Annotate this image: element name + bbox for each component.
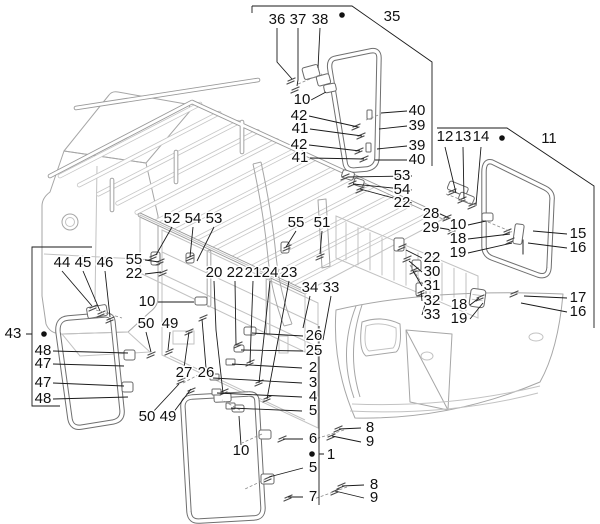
callout-5-70: 5: [308, 402, 318, 419]
callout-23-45: 23: [280, 264, 298, 281]
callout-49-62: 49: [159, 408, 177, 425]
window-frame-top: [323, 51, 379, 170]
rear-bumper-strips: [350, 386, 540, 412]
callout-22-19: 22: [393, 194, 411, 211]
callout-28-20: 28: [422, 205, 440, 222]
callout-42-10: 42: [290, 136, 308, 153]
callout-25-66: 25: [305, 342, 323, 359]
callout-24-44: 24: [261, 264, 279, 281]
rear-side-flap: [406, 330, 452, 410]
callout-16-33: 16: [569, 303, 587, 320]
callout-41-9: 41: [291, 120, 309, 137]
callout-4-69: 4: [308, 388, 318, 405]
callout-9-78: 9: [369, 489, 379, 506]
callout-26-65: 26: [305, 327, 323, 344]
callout-5-73: 5: [308, 459, 318, 476]
assembly-dot-2: [41, 331, 47, 337]
callout-47-58: 47: [34, 355, 52, 372]
callout-10-53: 10: [138, 293, 156, 310]
callout-48-57: 48: [34, 342, 52, 359]
latch-striker: [195, 297, 207, 305]
callout-45-49: 45: [74, 254, 92, 271]
callout-48-60: 48: [34, 390, 52, 407]
callout-7-74: 7: [308, 488, 318, 505]
callout-27-63: 27: [175, 364, 193, 381]
callout-26-64: 26: [197, 364, 215, 381]
latch-handle: [482, 213, 493, 221]
callout-54-37: 54: [184, 210, 202, 227]
callout-10-22: 10: [449, 216, 467, 233]
callout-33-31: 33: [423, 306, 441, 323]
callout-13-14: 13: [454, 128, 472, 145]
callout-40-7: 40: [408, 151, 426, 168]
hinge: [122, 382, 133, 392]
callout-43-56: 43: [4, 325, 22, 342]
callout-35-3: 35: [383, 8, 401, 25]
rear-window-cutout: [361, 319, 401, 356]
assembly-dot-3: [309, 451, 315, 457]
callout-33-47: 33: [322, 279, 340, 296]
callout-15-25: 15: [569, 225, 587, 242]
callout-22-42: 22: [226, 264, 244, 281]
window-frame-right: [482, 162, 552, 276]
assembly-dot-1: [499, 135, 505, 141]
callout-39-6: 39: [408, 137, 426, 154]
callout-2-67: 2: [308, 359, 318, 376]
callout-54-18: 54: [393, 181, 411, 198]
callout-8-77: 8: [369, 476, 379, 493]
callout-47-59: 47: [34, 374, 52, 391]
callout-22-27: 22: [423, 249, 441, 266]
callout-50-61: 50: [138, 408, 156, 425]
callout-8-75: 8: [365, 419, 375, 436]
callout-49-55: 49: [161, 315, 179, 332]
callout-9-76: 9: [365, 433, 375, 450]
callout-6-71: 6: [308, 430, 318, 447]
fuel-cap: [62, 214, 78, 230]
assembly-dot-0: [339, 12, 345, 18]
callout-32-30: 32: [423, 292, 441, 309]
callout-1-72: 1: [326, 446, 336, 463]
callout-10-12: 10: [293, 91, 311, 108]
callout-22-52: 22: [125, 265, 143, 282]
callout-37-1: 37: [289, 11, 307, 28]
callout-38-2: 38: [311, 11, 329, 28]
callout-44-48: 44: [53, 254, 71, 271]
callout-12-13: 12: [436, 128, 454, 145]
callout-3-68: 3: [308, 374, 318, 391]
callout-46-50: 46: [96, 254, 114, 271]
callout-34-46: 34: [301, 279, 319, 296]
callout-40-4: 40: [408, 102, 426, 119]
callout-29-21: 29: [422, 219, 440, 236]
door-frame-bottom: [183, 393, 274, 522]
hinge: [124, 350, 135, 360]
callout-20-41: 20: [205, 264, 223, 281]
callout-16-26: 16: [569, 239, 587, 256]
bed-rails: [50, 80, 445, 333]
callout-11-16: 11: [541, 130, 557, 147]
callout-39-5: 39: [408, 117, 426, 134]
cab-roof: [64, 92, 190, 163]
callout-10-79: 10: [232, 442, 250, 459]
callout-14-15: 14: [472, 128, 490, 145]
callout-55-51: 55: [125, 251, 143, 268]
callout-18-34: 18: [450, 296, 468, 313]
callout-31-29: 31: [423, 277, 441, 294]
callout-19-35: 19: [450, 310, 468, 327]
callout-53-17: 53: [393, 167, 411, 184]
callout-53-38: 53: [205, 210, 223, 227]
callout-50-54: 50: [137, 315, 155, 332]
callout-17-32: 17: [569, 289, 587, 306]
callout-51-40: 51: [313, 214, 331, 231]
callout-41-11: 41: [291, 149, 309, 166]
callout-30-28: 30: [423, 263, 441, 280]
callout-55-39: 55: [287, 214, 305, 231]
callout-21-43: 21: [244, 264, 262, 281]
callout-42-8: 42: [290, 107, 308, 124]
callout-19-24: 19: [449, 244, 467, 261]
callout-18-23: 18: [449, 230, 467, 247]
callout-36-0: 36: [268, 11, 286, 28]
callout-52-36: 52: [163, 210, 181, 227]
